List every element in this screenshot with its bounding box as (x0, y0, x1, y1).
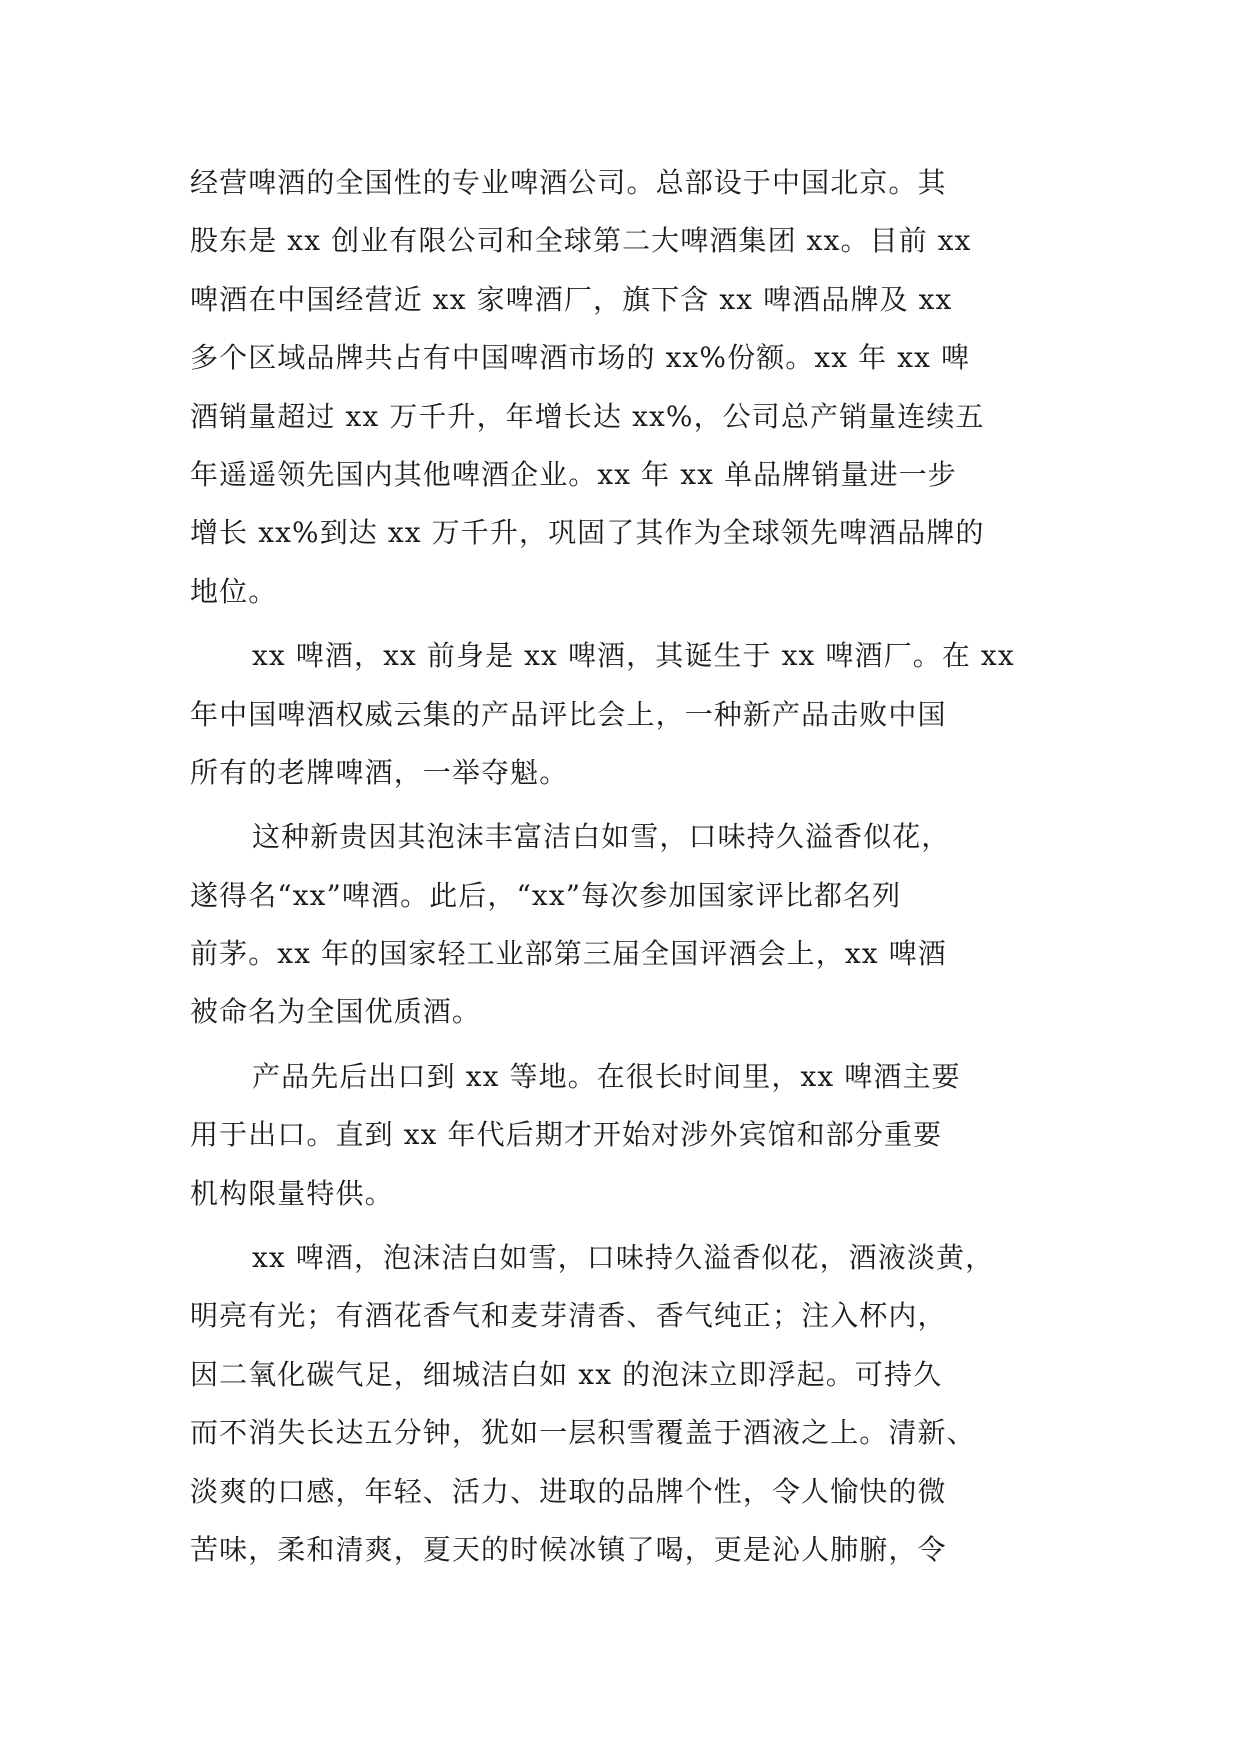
text-line: 产品先后出口到 xx 等地。在很长时间里，xx 啤酒主要 (252, 1059, 961, 1093)
paragraph (190, 1229, 1048, 1579)
text-line: 苦味，柔和清爽，夏天的时候冰镇了喝，更是沁人肺腑，令 (190, 1532, 947, 1566)
text-line: 用于出口。直到 xx 年代后期才开始对涉外宾馆和部分重要 (190, 1118, 943, 1152)
body-text (190, 154, 1048, 1579)
text-line: 淡爽的口感，年轻、活力、进取的品牌个性，令人愉快的微 (190, 1474, 947, 1508)
paragraph (190, 154, 1048, 621)
text-line: xx 啤酒，xx 前身是 xx 啤酒，其诞生于 xx 啤酒厂。在 xx (252, 639, 1015, 673)
text-line: 啤酒在中国经营近 xx 家啤酒厂，旗下含 xx 啤酒品牌及 xx (190, 282, 953, 316)
text-line: 地位。 (190, 574, 278, 608)
text-line: 而不消失长达五分钟，犹如一层积雪覆盖于酒液之上。清新、 (190, 1416, 976, 1450)
text-line: 所有的老牌啤酒，一举夺魁。 (190, 755, 569, 789)
text-line: 多个区域品牌共占有中国啤酒市场的 xx%份额。xx 年 xx 啤 (190, 341, 971, 375)
text-line: 明亮有光；有酒花香气和麦芽清香、香气纯正；注入杯内， (190, 1299, 947, 1333)
text-line: xx 啤酒，泡沫洁白如雪，口味持久溢香似花，酒液淡黄， (252, 1241, 995, 1275)
text-line: 年中国啤酒权威云集的产品评比会上，一种新产品击败中国 (190, 697, 947, 731)
paragraph (190, 627, 1048, 802)
text-line: 前茅。xx 年的国家轻工业部第三届全国评酒会上，xx 啤酒 (190, 937, 947, 971)
text-line: 经营啤酒的全国性的专业啤酒公司。总部设于中国北京。其 (190, 166, 947, 199)
text-line: 增长 xx%到达 xx 万千升，巩固了其作为全球领先啤酒品牌的 (190, 516, 985, 550)
paragraph (190, 808, 1048, 1042)
text-line: 股东是 xx 创业有限公司和全球第二大啤酒集团 xx。目前 xx (190, 224, 972, 258)
text-line: 这种新贵因其泡沫丰富洁白如雪，口味持久溢香似花， (252, 820, 951, 854)
text-line: 因二氧化碳气足，细城洁白如 xx 的泡沫立即浮起。可持久 (190, 1357, 943, 1391)
text-line: 遂得名“xx”啤酒。此后，“xx”每次参加国家评比都名列 (190, 878, 902, 912)
paragraph (190, 1048, 1048, 1223)
text-line: 机构限量特供。 (190, 1176, 394, 1210)
text-line: 年遥遥领先国内其他啤酒企业。xx 年 xx 单品牌销量进一步 (190, 457, 957, 491)
text-line: 被命名为全国优质酒。 (190, 995, 482, 1029)
text-line: 酒销量超过 xx 万千升，年增长达 xx%，公司总产销量连续五 (190, 399, 985, 433)
